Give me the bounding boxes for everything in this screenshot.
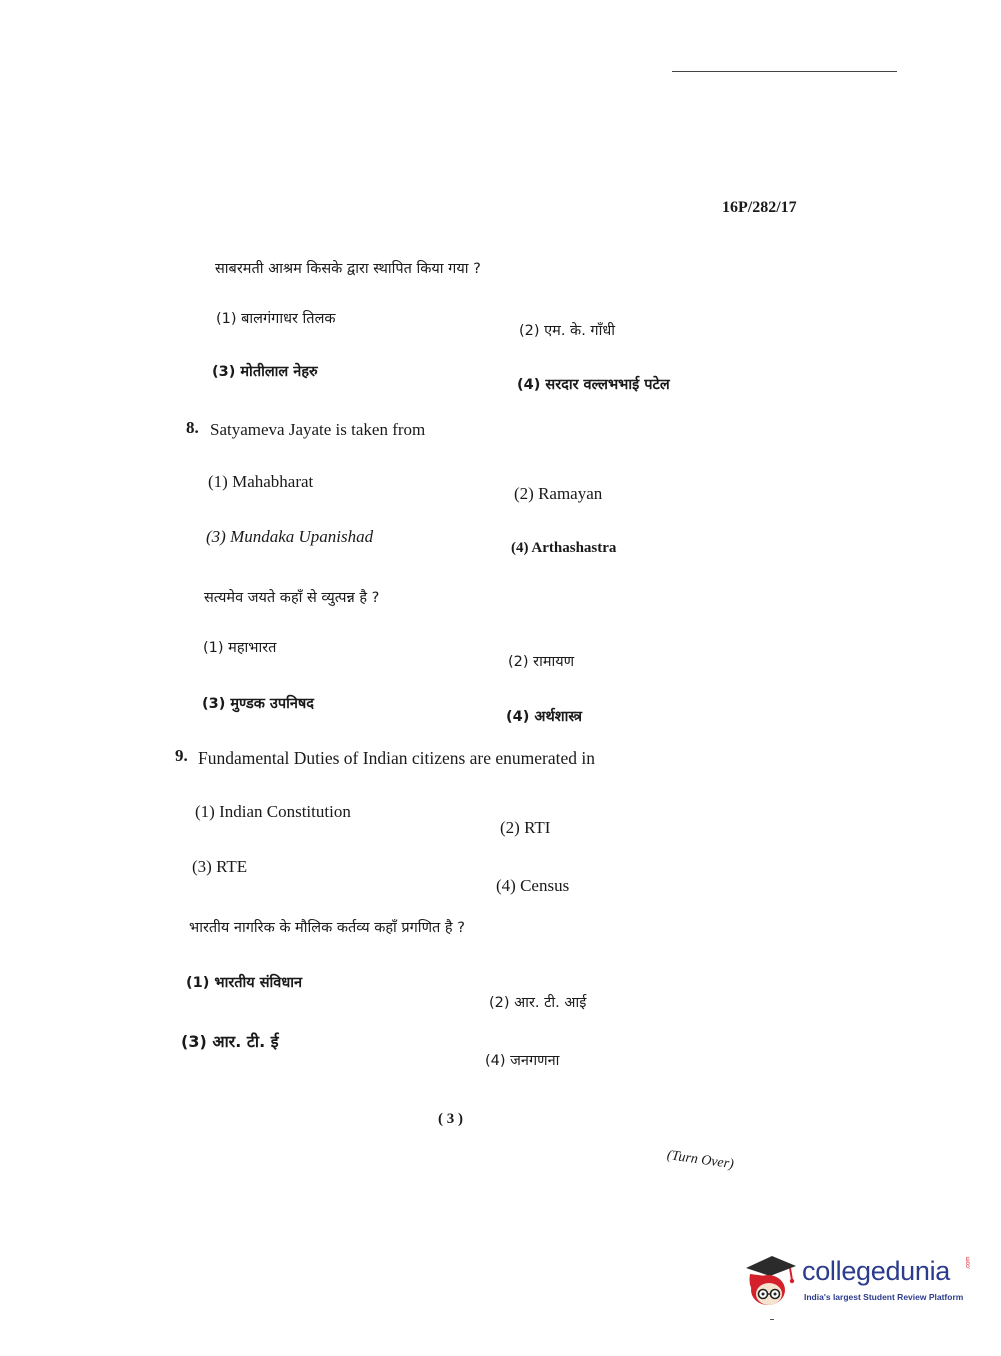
q9-number: 9. (175, 746, 188, 765)
q8-question-hi: सत्यमेव जयते कहाँ से व्युत्पन्न है ? (204, 590, 380, 606)
q9-option-2-hi: (2) आर. टी. आई (489, 995, 587, 1011)
q7-option-1-hi: (1) बालगंगाधर तिलक (216, 311, 336, 327)
top-rule (672, 71, 897, 72)
q8-number: 8. (186, 418, 199, 437)
collegedunia-watermark (742, 1250, 972, 1310)
q9-question-en: Fundamental Duties of Indian citizens are enumerated in (198, 748, 596, 768)
q8-option-3-en: (3) Mundaka Upanishad (206, 527, 374, 546)
q9-option-3-en: (3) RTE (192, 857, 248, 876)
q8-option-4-hi: (4) अर्थशास्त्र (506, 709, 582, 725)
q8-question-en: Satyameva Jayate is taken from (210, 420, 426, 439)
page-number: ( 3 ) (438, 1111, 463, 1127)
q9-option-2-en: (2) RTI (500, 818, 551, 837)
q8-option-2-hi: (2) रामायण (508, 654, 575, 670)
logo-tagline: India's largest Student Review Platform (804, 1292, 964, 1302)
q8-option-2-en: (2) Ramayan (514, 484, 603, 503)
q7-option-4-hi: (4) सरदार वल्लभभाई पटेल (517, 377, 670, 393)
q9-option-1-hi: (1) भारतीय संविधान (186, 975, 303, 991)
q8-option-4-en: (4) Arthashastra (511, 540, 617, 556)
q9-option-4-en: (4) Census (496, 876, 570, 895)
turn-over-note: (Turn Over) (665, 1148, 735, 1173)
student-mascot-icon (742, 1252, 798, 1308)
q7-question-hi: साबरमती आश्रम किसके द्वारा स्थापित किया गया ? (215, 261, 481, 277)
q9-question-hi: भारतीय नागरिक के मौलिक कर्तव्य कहाँ प्रगणित है ? (189, 920, 465, 936)
q8-option-1-hi: (1) महाभारत (203, 640, 277, 656)
logo-brand-text: collegedunia (802, 1256, 951, 1286)
q7-option-2-hi: (2) एम. के. गाँधी (519, 323, 616, 339)
q9-option-3-hi: (3) आर. टी. ई (181, 1032, 279, 1051)
q9-option-1-en: (1) Indian Constitution (195, 802, 351, 821)
q9-option-4-hi: (4) जनगणना (485, 1053, 560, 1069)
scan-speck (770, 1319, 774, 1320)
q7-option-3-hi: (3) मोतीलाल नेहरु (212, 364, 318, 380)
paper-code: 16P/282/17 (722, 199, 797, 216)
logo-dotcom: .com (965, 1256, 972, 1270)
q8-option-1-en: (1) Mahabharat (208, 472, 314, 491)
q8-option-3-hi: (3) मुण्डक उपनिषद (202, 696, 314, 712)
